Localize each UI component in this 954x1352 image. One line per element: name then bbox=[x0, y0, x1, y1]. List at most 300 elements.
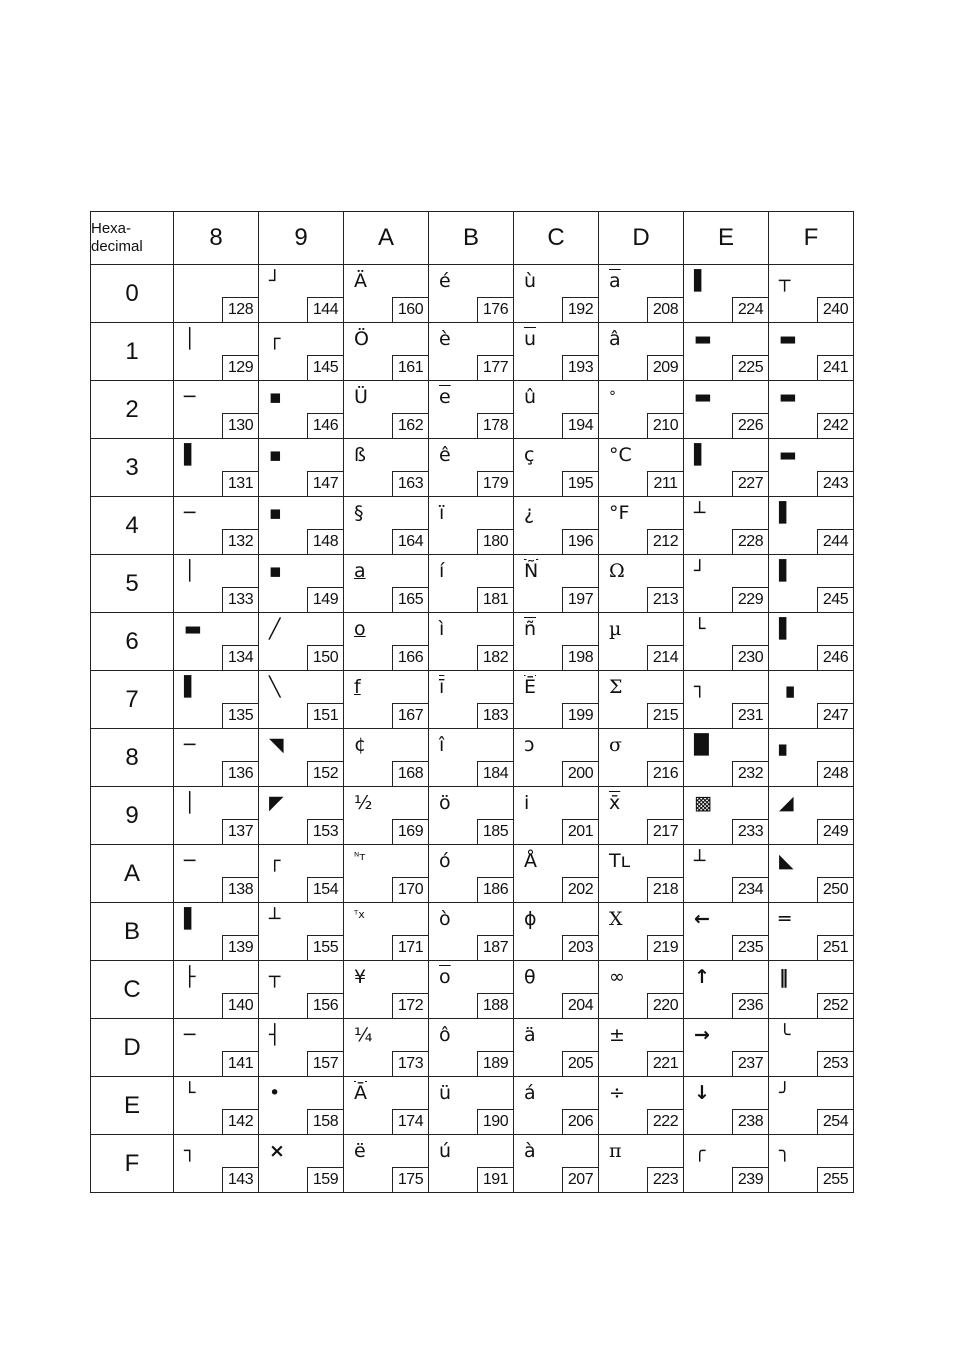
decimal-code-box: 157 bbox=[307, 1051, 343, 1076]
character-cell bbox=[344, 845, 429, 903]
decimal-code-box: 191 bbox=[477, 1167, 513, 1192]
character-glyph: ▬ bbox=[779, 328, 797, 350]
character-glyph: î bbox=[439, 734, 445, 756]
table-row bbox=[91, 1019, 854, 1077]
decimal-code-box: 243 bbox=[817, 471, 853, 496]
character-cell bbox=[174, 439, 259, 497]
row-header: 5 bbox=[91, 555, 174, 613]
decimal-code-box: 218 bbox=[647, 877, 683, 902]
character-cell bbox=[514, 1019, 599, 1077]
decimal-code-box: 151 bbox=[307, 703, 343, 728]
character-glyph: ┬ bbox=[779, 270, 791, 292]
character-glyph: ┘ bbox=[269, 270, 281, 292]
character-cell bbox=[344, 613, 429, 671]
character-glyph: Tʟ bbox=[609, 850, 631, 872]
character-cell bbox=[769, 555, 854, 613]
decimal-code-box: 207 bbox=[562, 1167, 598, 1192]
character-cell bbox=[429, 265, 514, 323]
character-cell bbox=[599, 439, 684, 497]
decimal-code-box: 205 bbox=[562, 1051, 598, 1076]
decimal-code-box: 213 bbox=[647, 587, 683, 612]
decimal-code-box: 244 bbox=[817, 529, 853, 554]
character-cell bbox=[769, 1077, 854, 1135]
decimal-code-box: 242 bbox=[817, 413, 853, 438]
character-glyph: °C bbox=[609, 444, 632, 466]
character-cell bbox=[174, 497, 259, 555]
column-header: 8 bbox=[174, 212, 259, 265]
character-cell bbox=[684, 613, 769, 671]
character-cell bbox=[174, 1077, 259, 1135]
decimal-code-box: 145 bbox=[307, 355, 343, 380]
character-cell bbox=[769, 323, 854, 381]
decimal-code-box: 192 bbox=[562, 297, 598, 322]
character-cell bbox=[344, 787, 429, 845]
character-cell bbox=[514, 555, 599, 613]
decimal-code-box: 149 bbox=[307, 587, 343, 612]
character-cell bbox=[174, 845, 259, 903]
table-row bbox=[91, 439, 854, 497]
character-cell bbox=[429, 1135, 514, 1193]
character-glyph: x̄ bbox=[609, 792, 621, 814]
character-cell bbox=[259, 555, 344, 613]
character-cell bbox=[259, 265, 344, 323]
decimal-code-box: 154 bbox=[307, 877, 343, 902]
character-glyph: ┐ bbox=[694, 676, 706, 698]
character-glyph: ╰ bbox=[779, 1024, 791, 1046]
row-header: B bbox=[91, 903, 174, 961]
decimal-code-box: 137 bbox=[222, 819, 258, 844]
decimal-code-box: 222 bbox=[647, 1109, 683, 1134]
character-glyph: ╭ bbox=[694, 1140, 706, 1162]
column-header: C bbox=[514, 212, 599, 265]
decimal-code-box: 166 bbox=[392, 645, 428, 670]
decimal-code-box: 175 bbox=[392, 1167, 428, 1192]
character-glyph: $\overline{e}$ bbox=[439, 386, 451, 408]
decimal-code-box: 155 bbox=[307, 935, 343, 960]
character-glyph: └ bbox=[694, 618, 706, 640]
character-glyph: ÷ bbox=[609, 1082, 625, 1104]
character-glyph: Å bbox=[524, 850, 537, 872]
character-glyph: │ bbox=[184, 328, 196, 350]
character-glyph: ◣ bbox=[779, 850, 794, 872]
character-cell bbox=[514, 961, 599, 1019]
character-glyph: û bbox=[524, 386, 537, 408]
decimal-code-box: 186 bbox=[477, 877, 513, 902]
decimal-code-box: 194 bbox=[562, 413, 598, 438]
character-glyph: ▌ bbox=[779, 502, 794, 524]
decimal-code-box: 230 bbox=[732, 645, 768, 670]
character-cell bbox=[684, 845, 769, 903]
table-row bbox=[91, 381, 854, 439]
decimal-code-box: 172 bbox=[392, 993, 428, 1018]
decimal-code-box: 235 bbox=[732, 935, 768, 960]
row-header: 0 bbox=[91, 265, 174, 323]
character-glyph: a bbox=[354, 560, 366, 582]
row-header: 7 bbox=[91, 671, 174, 729]
decimal-code-box: 254 bbox=[817, 1109, 853, 1134]
decimal-code-box: 239 bbox=[732, 1167, 768, 1192]
character-glyph: $\overline{u}$ bbox=[524, 328, 537, 350]
character-glyph: ç bbox=[524, 444, 535, 466]
decimal-code-box: 178 bbox=[477, 413, 513, 438]
character-glyph: Ü bbox=[354, 386, 368, 408]
character-cell bbox=[344, 1135, 429, 1193]
character-cell bbox=[599, 1019, 684, 1077]
character-glyph: × bbox=[269, 1140, 285, 1162]
character-cell bbox=[344, 1019, 429, 1077]
decimal-code-box: 159 bbox=[307, 1167, 343, 1192]
decimal-code-box: 202 bbox=[562, 877, 598, 902]
decimal-code-box: 249 bbox=[817, 819, 853, 844]
decimal-code-box: 232 bbox=[732, 761, 768, 786]
character-glyph: ┴ bbox=[269, 908, 281, 930]
decimal-code-box: 147 bbox=[307, 471, 343, 496]
decimal-code-box: 174 bbox=[392, 1109, 428, 1134]
character-glyph: ï bbox=[439, 502, 445, 524]
decimal-code-box: 128 bbox=[222, 297, 258, 322]
row-header: 6 bbox=[91, 613, 174, 671]
decimal-code-box: 184 bbox=[477, 761, 513, 786]
character-glyph: ┴ bbox=[694, 850, 706, 872]
row-header: 3 bbox=[91, 439, 174, 497]
decimal-code-box: 237 bbox=[732, 1051, 768, 1076]
character-glyph: ▬ bbox=[694, 328, 712, 350]
character-cell bbox=[769, 787, 854, 845]
character-glyph: ▬ bbox=[779, 444, 797, 466]
character-glyph: ü bbox=[439, 1082, 452, 1104]
character-cell bbox=[429, 1077, 514, 1135]
row-header: F bbox=[91, 1135, 174, 1193]
character-cell bbox=[769, 903, 854, 961]
character-cell bbox=[174, 1019, 259, 1077]
character-cell bbox=[514, 671, 599, 729]
character-cell bbox=[259, 323, 344, 381]
row-header: 1 bbox=[91, 323, 174, 381]
character-glyph: • bbox=[269, 1082, 281, 1104]
decimal-code-box: 193 bbox=[562, 355, 598, 380]
character-cell bbox=[429, 381, 514, 439]
character-cell bbox=[684, 497, 769, 555]
character-cell bbox=[174, 787, 259, 845]
row-header: 9 bbox=[91, 787, 174, 845]
character-glyph: ▖ bbox=[779, 734, 794, 756]
character-glyph: ▪ bbox=[269, 502, 282, 524]
decimal-code-box: 142 bbox=[222, 1109, 258, 1134]
decimal-code-box: 129 bbox=[222, 355, 258, 380]
character-glyph: θ bbox=[524, 966, 536, 988]
character-glyph: σ bbox=[609, 734, 622, 756]
decimal-code-box: 247 bbox=[817, 703, 853, 728]
character-cell bbox=[174, 903, 259, 961]
decimal-code-box: 236 bbox=[732, 993, 768, 1018]
row-header: 2 bbox=[91, 381, 174, 439]
character-glyph: ↑ bbox=[694, 966, 710, 988]
character-code-table bbox=[90, 211, 854, 1193]
character-glyph: ú bbox=[439, 1140, 452, 1162]
decimal-code-box: 234 bbox=[732, 877, 768, 902]
character-glyph: f bbox=[354, 676, 361, 698]
character-glyph: $\overline{Ē}$ bbox=[524, 676, 537, 698]
decimal-code-box: 220 bbox=[647, 993, 683, 1018]
character-glyph: ß bbox=[354, 444, 366, 466]
character-cell bbox=[599, 903, 684, 961]
decimal-code-box: 150 bbox=[307, 645, 343, 670]
character-cell bbox=[429, 671, 514, 729]
character-cell bbox=[769, 439, 854, 497]
character-glyph: ᴺᴛ bbox=[354, 850, 366, 863]
character-cell bbox=[599, 613, 684, 671]
character-cell bbox=[174, 1135, 259, 1193]
character-glyph: X bbox=[609, 908, 623, 930]
character-cell bbox=[174, 381, 259, 439]
character-cell bbox=[599, 265, 684, 323]
character-glyph: ▌ bbox=[779, 560, 794, 582]
decimal-code-box: 238 bbox=[732, 1109, 768, 1134]
character-cell bbox=[769, 497, 854, 555]
decimal-code-box: 139 bbox=[222, 935, 258, 960]
decimal-code-box: 250 bbox=[817, 877, 853, 902]
decimal-code-box: 162 bbox=[392, 413, 428, 438]
character-cell bbox=[344, 323, 429, 381]
character-glyph: ▌ bbox=[184, 676, 199, 698]
decimal-code-box: 183 bbox=[477, 703, 513, 728]
character-cell bbox=[344, 671, 429, 729]
decimal-code-box: 255 bbox=[817, 1167, 853, 1192]
character-cell bbox=[514, 497, 599, 555]
character-cell bbox=[684, 439, 769, 497]
decimal-code-box: 197 bbox=[562, 587, 598, 612]
character-cell bbox=[684, 1077, 769, 1135]
character-cell bbox=[259, 1019, 344, 1077]
column-header: B bbox=[429, 212, 514, 265]
decimal-code-box: 248 bbox=[817, 761, 853, 786]
character-cell bbox=[514, 1077, 599, 1135]
decimal-code-box: 240 bbox=[817, 297, 853, 322]
character-cell bbox=[769, 381, 854, 439]
decimal-code-box: 153 bbox=[307, 819, 343, 844]
character-glyph: ├ bbox=[184, 966, 196, 988]
table-row bbox=[91, 671, 854, 729]
character-glyph: ─ bbox=[184, 850, 196, 872]
character-cell bbox=[769, 1135, 854, 1193]
decimal-code-box: 168 bbox=[392, 761, 428, 786]
character-glyph: Σ bbox=[609, 676, 623, 698]
character-cell bbox=[344, 903, 429, 961]
character-cell bbox=[599, 497, 684, 555]
decimal-code-box: 241 bbox=[817, 355, 853, 380]
character-glyph: ← bbox=[694, 908, 710, 930]
character-cell bbox=[259, 845, 344, 903]
character-cell bbox=[514, 381, 599, 439]
character-cell bbox=[259, 1077, 344, 1135]
character-glyph: ½ bbox=[354, 792, 373, 814]
character-cell bbox=[344, 729, 429, 787]
decimal-code-box: 133 bbox=[222, 587, 258, 612]
decimal-code-box: 206 bbox=[562, 1109, 598, 1134]
character-glyph: └ bbox=[184, 1082, 196, 1104]
character-cell bbox=[514, 729, 599, 787]
decimal-code-box: 130 bbox=[222, 413, 258, 438]
decimal-code-box: 187 bbox=[477, 935, 513, 960]
character-cell bbox=[599, 845, 684, 903]
character-cell bbox=[769, 671, 854, 729]
character-glyph: ▪ bbox=[269, 386, 282, 408]
character-glyph: ì bbox=[439, 618, 445, 640]
decimal-code-box: 219 bbox=[647, 935, 683, 960]
character-cell bbox=[174, 613, 259, 671]
decimal-code-box: 169 bbox=[392, 819, 428, 844]
character-cell bbox=[259, 903, 344, 961]
character-glyph: █ bbox=[694, 734, 709, 756]
character-glyph: ▌ bbox=[779, 618, 794, 640]
character-cell bbox=[514, 845, 599, 903]
decimal-code-box: 176 bbox=[477, 297, 513, 322]
character-glyph: á bbox=[524, 1082, 536, 1104]
character-glyph: µ bbox=[609, 618, 622, 640]
table-body bbox=[91, 265, 854, 1193]
row-header: A bbox=[91, 845, 174, 903]
character-glyph: ù bbox=[524, 270, 537, 292]
character-glyph: ◢ bbox=[779, 792, 794, 814]
row-header: 4 bbox=[91, 497, 174, 555]
decimal-code-box: 227 bbox=[732, 471, 768, 496]
character-glyph: ┌ bbox=[269, 850, 281, 872]
character-glyph: $\overline{a}$ bbox=[609, 270, 621, 292]
decimal-code-box: 181 bbox=[477, 587, 513, 612]
character-glyph: i bbox=[524, 792, 530, 814]
decimal-code-box: 204 bbox=[562, 993, 598, 1018]
character-glyph: Ω bbox=[609, 560, 625, 582]
decimal-code-box: 138 bbox=[222, 877, 258, 902]
character-cell bbox=[344, 961, 429, 1019]
character-glyph: ± bbox=[609, 1024, 625, 1046]
decimal-code-box: 252 bbox=[817, 993, 853, 1018]
character-cell bbox=[684, 729, 769, 787]
character-glyph: ‖ bbox=[779, 966, 789, 988]
decimal-code-box: 199 bbox=[562, 703, 598, 728]
character-glyph: ᵀx bbox=[354, 908, 365, 921]
character-cell bbox=[684, 1135, 769, 1193]
character-glyph: ─ bbox=[184, 1024, 196, 1046]
character-cell bbox=[684, 381, 769, 439]
decimal-code-box: 188 bbox=[477, 993, 513, 1018]
character-cell bbox=[769, 613, 854, 671]
character-cell bbox=[259, 1135, 344, 1193]
character-cell bbox=[429, 845, 514, 903]
character-glyph: ▌ bbox=[694, 444, 709, 466]
character-cell bbox=[174, 265, 259, 323]
table-row bbox=[91, 729, 854, 787]
character-cell bbox=[514, 439, 599, 497]
character-glyph: â bbox=[609, 328, 621, 350]
character-cell bbox=[429, 613, 514, 671]
column-header: 9 bbox=[259, 212, 344, 265]
character-glyph: ¼ bbox=[354, 1024, 373, 1046]
character-cell bbox=[599, 729, 684, 787]
decimal-code-box: 177 bbox=[477, 355, 513, 380]
character-cell bbox=[599, 555, 684, 613]
character-cell bbox=[429, 497, 514, 555]
character-cell bbox=[429, 439, 514, 497]
character-glyph: $\overline{ñ}$ bbox=[524, 618, 537, 640]
character-cell bbox=[684, 903, 769, 961]
character-glyph: ê bbox=[439, 444, 451, 466]
character-cell bbox=[259, 787, 344, 845]
row-header: C bbox=[91, 961, 174, 1019]
character-cell bbox=[514, 903, 599, 961]
character-cell bbox=[769, 729, 854, 787]
character-cell bbox=[599, 671, 684, 729]
character-glyph: ▬ bbox=[184, 618, 202, 640]
character-glyph: ∞ bbox=[609, 966, 625, 988]
column-header: A bbox=[344, 212, 429, 265]
character-glyph: é bbox=[439, 270, 451, 292]
character-glyph: ─ bbox=[184, 502, 196, 524]
character-glyph: è bbox=[439, 328, 451, 350]
decimal-code-box: 195 bbox=[562, 471, 598, 496]
character-cell bbox=[684, 1019, 769, 1077]
decimal-code-box: 253 bbox=[817, 1051, 853, 1076]
character-cell bbox=[684, 555, 769, 613]
character-cell bbox=[599, 323, 684, 381]
decimal-code-box: 229 bbox=[732, 587, 768, 612]
character-cell bbox=[259, 729, 344, 787]
character-glyph: $\overline{Ā}$ bbox=[354, 1082, 367, 1104]
character-glyph: ɸ bbox=[524, 908, 537, 930]
character-glyph: ä bbox=[524, 1024, 536, 1046]
character-glyph: ╮ bbox=[779, 1140, 791, 1162]
decimal-code-box: 171 bbox=[392, 935, 428, 960]
hexadecimal-corner-label bbox=[91, 212, 174, 265]
decimal-code-box: 224 bbox=[732, 297, 768, 322]
character-glyph: Ä bbox=[354, 270, 367, 292]
decimal-code-box: 203 bbox=[562, 935, 598, 960]
decimal-code-box: 185 bbox=[477, 819, 513, 844]
character-cell bbox=[514, 265, 599, 323]
character-cell bbox=[514, 1135, 599, 1193]
character-cell bbox=[344, 439, 429, 497]
character-glyph: ┘ bbox=[694, 560, 706, 582]
decimal-code-box: 148 bbox=[307, 529, 343, 554]
row-header: E bbox=[91, 1077, 174, 1135]
table-row bbox=[91, 497, 854, 555]
character-glyph: $\overline{ī}$ bbox=[439, 676, 445, 698]
character-cell bbox=[769, 1019, 854, 1077]
character-glyph: ¥ bbox=[354, 966, 367, 988]
character-glyph: ▪ bbox=[269, 444, 282, 466]
character-cell bbox=[769, 961, 854, 1019]
decimal-code-box: 225 bbox=[732, 355, 768, 380]
decimal-code-box: 208 bbox=[647, 297, 683, 322]
character-glyph: ─ bbox=[184, 386, 196, 408]
decimal-code-box: 131 bbox=[222, 471, 258, 496]
decimal-code-box: 214 bbox=[647, 645, 683, 670]
decimal-code-box: 135 bbox=[222, 703, 258, 728]
character-glyph: § bbox=[354, 502, 364, 524]
character-cell bbox=[344, 497, 429, 555]
decimal-code-box: 179 bbox=[477, 471, 513, 496]
character-glyph: ö bbox=[439, 792, 451, 814]
character-glyph: ¿ bbox=[524, 502, 535, 524]
character-glyph: ↓ bbox=[694, 1082, 710, 1104]
decimal-code-box: 226 bbox=[732, 413, 768, 438]
decimal-code-box: 215 bbox=[647, 703, 683, 728]
character-cell bbox=[344, 555, 429, 613]
character-glyph: ─ bbox=[184, 734, 196, 756]
character-cell bbox=[259, 613, 344, 671]
decimal-code-box: 233 bbox=[732, 819, 768, 844]
character-glyph: │ bbox=[184, 560, 196, 582]
